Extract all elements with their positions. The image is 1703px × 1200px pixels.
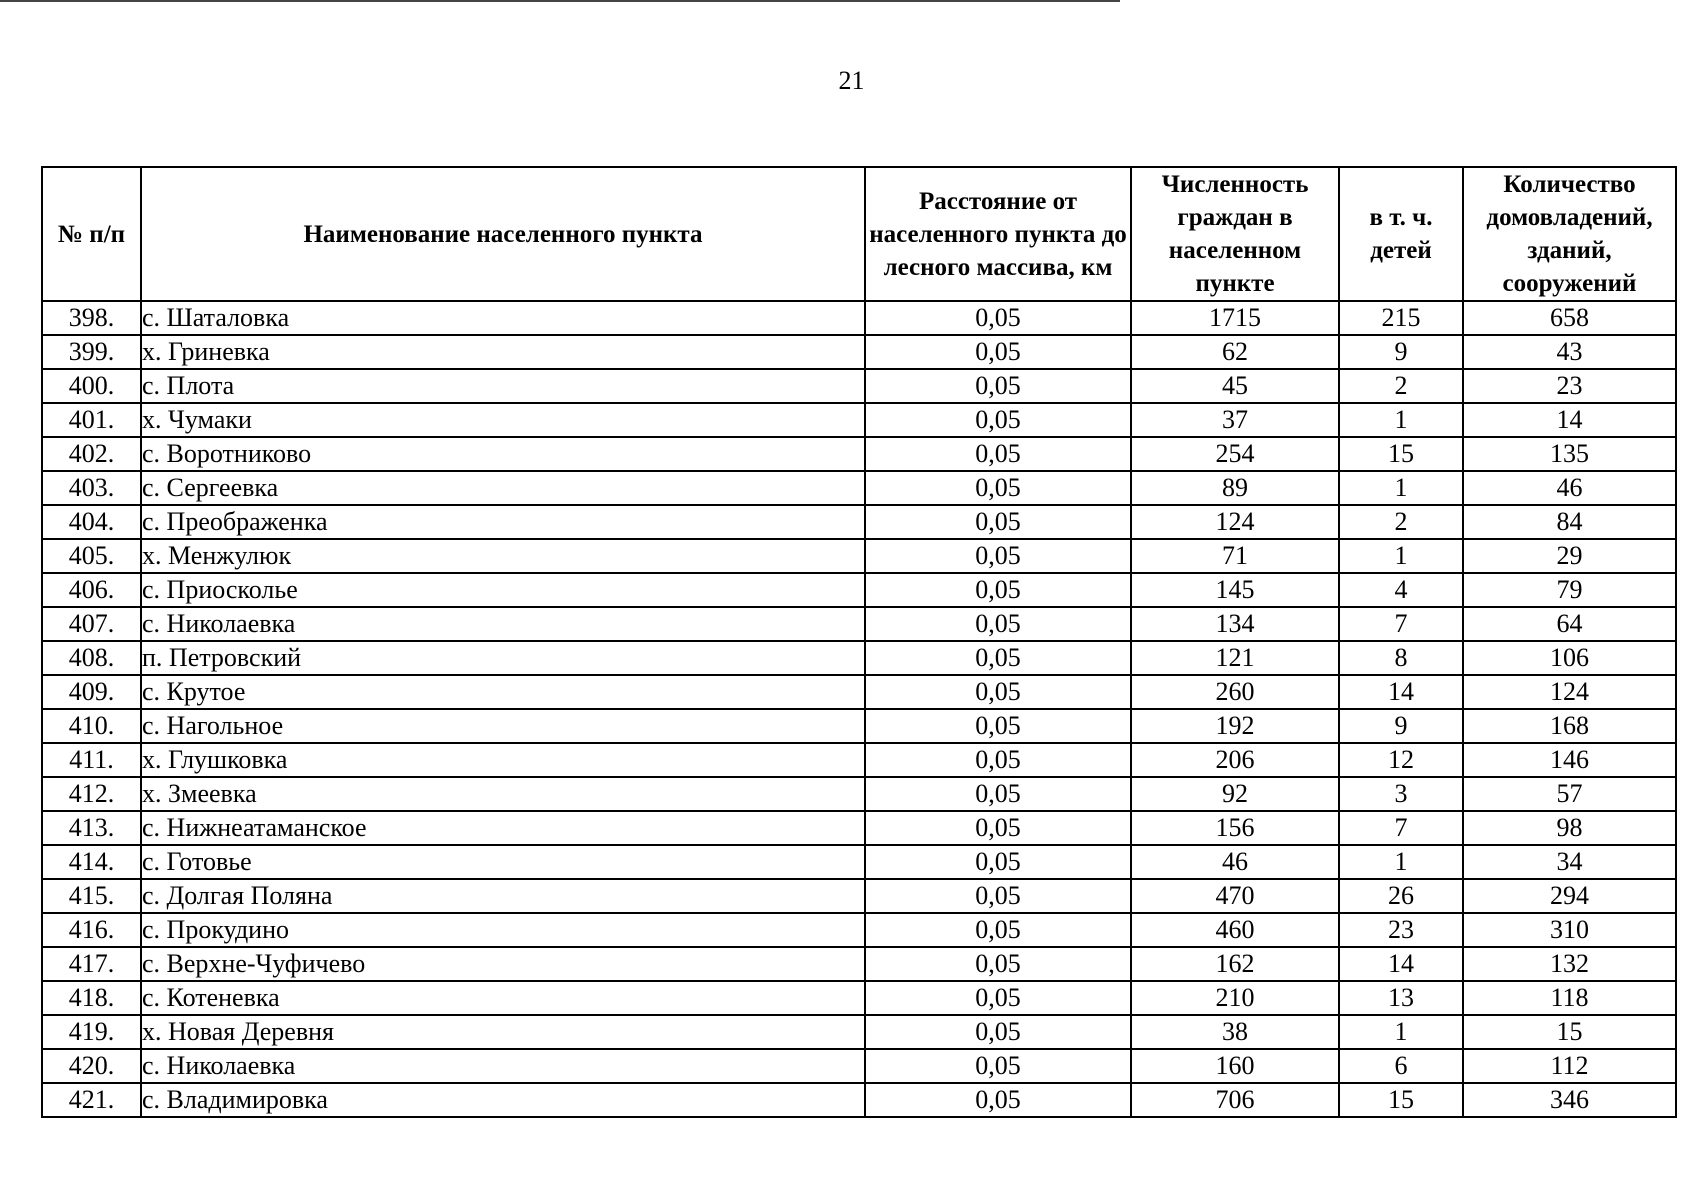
table-row (42, 913, 1676, 947)
cell-buildings: 34 (1463, 845, 1676, 879)
table-row (42, 1015, 1676, 1049)
table-row (42, 845, 1676, 879)
table-row (42, 981, 1676, 1015)
cell-population: 470 (1131, 879, 1339, 913)
cell-name: с. Владимировка (141, 1083, 865, 1117)
top-border-line (0, 0, 1120, 2)
cell-distance: 0,05 (865, 437, 1131, 471)
cell-distance: 0,05 (865, 1083, 1131, 1117)
cell-population: 37 (1131, 403, 1339, 437)
cell-name: х. Змеевка (141, 777, 865, 811)
cell-name: с. Крутое (141, 675, 865, 709)
cell-population: 162 (1131, 947, 1339, 981)
cell-num: 415. (42, 879, 141, 913)
header-name-label: Наименование населенного пункта (303, 220, 703, 248)
cell-num: 405. (42, 539, 141, 573)
cell-population: 210 (1131, 981, 1339, 1015)
cell-buildings: 146 (1463, 743, 1676, 777)
cell-name: с. Нижнеатаманское (141, 811, 865, 845)
header-num (42, 167, 141, 301)
cell-children: 4 (1339, 573, 1463, 607)
cell-children: 1 (1339, 845, 1463, 879)
cell-name: с. Воротниково (141, 437, 865, 471)
cell-population: 62 (1131, 335, 1339, 369)
cell-num: 417. (42, 947, 141, 981)
table-row (42, 1049, 1676, 1083)
cell-children: 14 (1339, 947, 1463, 981)
cell-population: 156 (1131, 811, 1339, 845)
cell-distance: 0,05 (865, 675, 1131, 709)
cell-num: 410. (42, 709, 141, 743)
cell-population: 145 (1131, 573, 1339, 607)
cell-children: 7 (1339, 607, 1463, 641)
table-row (42, 301, 1676, 335)
cell-distance: 0,05 (865, 369, 1131, 403)
cell-buildings: 106 (1463, 641, 1676, 675)
cell-name: х. Глушковка (141, 743, 865, 777)
cell-distance: 0,05 (865, 879, 1131, 913)
cell-children: 215 (1339, 301, 1463, 335)
cell-num: 419. (42, 1015, 141, 1049)
cell-children: 7 (1339, 811, 1463, 845)
cell-name: с. Готовье (141, 845, 865, 879)
cell-num: 416. (42, 913, 141, 947)
cell-children: 3 (1339, 777, 1463, 811)
table-row (42, 675, 1676, 709)
header-population (1131, 167, 1339, 301)
cell-num: 398. (42, 301, 141, 335)
cell-name: с. Долгая Поляна (141, 879, 865, 913)
cell-population: 160 (1131, 1049, 1339, 1083)
header-distance-label: Расстояние от населенного пункта до лесного массива, км (869, 187, 1127, 281)
table-row (42, 437, 1676, 471)
cell-name: п. Петровский (141, 641, 865, 675)
table-row (42, 403, 1676, 437)
cell-children: 6 (1339, 1049, 1463, 1083)
cell-buildings: 310 (1463, 913, 1676, 947)
cell-name: с. Приосколье (141, 573, 865, 607)
cell-distance: 0,05 (865, 641, 1131, 675)
cell-num: 407. (42, 607, 141, 641)
table-row (42, 879, 1676, 913)
cell-children: 14 (1339, 675, 1463, 709)
cell-buildings: 118 (1463, 981, 1676, 1015)
cell-buildings: 132 (1463, 947, 1676, 981)
table-row (42, 777, 1676, 811)
cell-buildings: 46 (1463, 471, 1676, 505)
cell-buildings: 84 (1463, 505, 1676, 539)
cell-distance: 0,05 (865, 709, 1131, 743)
cell-children: 2 (1339, 505, 1463, 539)
cell-buildings: 346 (1463, 1083, 1676, 1117)
cell-buildings: 14 (1463, 403, 1676, 437)
cell-children: 13 (1339, 981, 1463, 1015)
cell-population: 134 (1131, 607, 1339, 641)
cell-distance: 0,05 (865, 607, 1131, 641)
cell-name: х. Гриневка (141, 335, 865, 369)
table-row (42, 1083, 1676, 1117)
cell-num: 408. (42, 641, 141, 675)
cell-buildings: 168 (1463, 709, 1676, 743)
cell-distance: 0,05 (865, 811, 1131, 845)
header-buildings (1463, 167, 1676, 301)
cell-distance: 0,05 (865, 1015, 1131, 1049)
cell-population: 1715 (1131, 301, 1339, 335)
cell-buildings: 29 (1463, 539, 1676, 573)
cell-children: 26 (1339, 879, 1463, 913)
cell-distance: 0,05 (865, 845, 1131, 879)
table-row (42, 947, 1676, 981)
cell-num: 406. (42, 573, 141, 607)
cell-buildings: 15 (1463, 1015, 1676, 1049)
cell-distance: 0,05 (865, 1049, 1131, 1083)
cell-distance: 0,05 (865, 913, 1131, 947)
cell-children: 1 (1339, 539, 1463, 573)
cell-distance: 0,05 (865, 947, 1131, 981)
cell-buildings: 43 (1463, 335, 1676, 369)
cell-population: 92 (1131, 777, 1339, 811)
cell-name: с. Преображенка (141, 505, 865, 539)
table-row (42, 573, 1676, 607)
cell-distance: 0,05 (865, 981, 1131, 1015)
cell-num: 421. (42, 1083, 141, 1117)
cell-children: 23 (1339, 913, 1463, 947)
table-row (42, 743, 1676, 777)
cell-buildings: 57 (1463, 777, 1676, 811)
cell-num: 402. (42, 437, 141, 471)
table-body (42, 301, 1676, 1117)
cell-num: 412. (42, 777, 141, 811)
cell-num: 400. (42, 369, 141, 403)
cell-name: с. Верхне-Чуфичево (141, 947, 865, 981)
table-header-row (42, 167, 1676, 301)
cell-distance: 0,05 (865, 403, 1131, 437)
cell-children: 2 (1339, 369, 1463, 403)
cell-population: 89 (1131, 471, 1339, 505)
cell-children: 1 (1339, 1015, 1463, 1049)
cell-population: 121 (1131, 641, 1339, 675)
table-row (42, 641, 1676, 675)
cell-children: 15 (1339, 1083, 1463, 1117)
settlements-table (41, 166, 1677, 1118)
cell-num: 399. (42, 335, 141, 369)
header-name (141, 167, 865, 301)
cell-num: 403. (42, 471, 141, 505)
cell-buildings: 79 (1463, 573, 1676, 607)
header-distance (865, 167, 1131, 301)
cell-buildings: 23 (1463, 369, 1676, 403)
cell-population: 706 (1131, 1083, 1339, 1117)
cell-children: 12 (1339, 743, 1463, 777)
cell-population: 46 (1131, 845, 1339, 879)
cell-population: 124 (1131, 505, 1339, 539)
cell-num: 401. (42, 403, 141, 437)
cell-buildings: 294 (1463, 879, 1676, 913)
cell-num: 409. (42, 675, 141, 709)
cell-children: 8 (1339, 641, 1463, 675)
cell-children: 1 (1339, 471, 1463, 505)
cell-name: х. Новая Деревня (141, 1015, 865, 1049)
cell-name: с. Николаевка (141, 1049, 865, 1083)
cell-buildings: 98 (1463, 811, 1676, 845)
cell-population: 192 (1131, 709, 1339, 743)
table-row (42, 539, 1676, 573)
cell-population: 260 (1131, 675, 1339, 709)
cell-buildings: 64 (1463, 607, 1676, 641)
cell-children: 15 (1339, 437, 1463, 471)
cell-num: 413. (42, 811, 141, 845)
cell-population: 45 (1131, 369, 1339, 403)
cell-population: 71 (1131, 539, 1339, 573)
header-children (1339, 167, 1463, 301)
cell-distance: 0,05 (865, 335, 1131, 369)
cell-buildings: 658 (1463, 301, 1676, 335)
cell-name: с. Николаевка (141, 607, 865, 641)
cell-name: х. Чумаки (141, 403, 865, 437)
cell-num: 418. (42, 981, 141, 1015)
table-row (42, 471, 1676, 505)
cell-distance: 0,05 (865, 743, 1131, 777)
cell-children: 9 (1339, 335, 1463, 369)
cell-buildings: 124 (1463, 675, 1676, 709)
cell-distance: 0,05 (865, 505, 1131, 539)
cell-distance: 0,05 (865, 777, 1131, 811)
cell-distance: 0,05 (865, 301, 1131, 335)
cell-children: 9 (1339, 709, 1463, 743)
cell-name: с. Котеневка (141, 981, 865, 1015)
table-row (42, 335, 1676, 369)
cell-distance: 0,05 (865, 573, 1131, 607)
header-population-label: Численность граждан в населенном пункте (1161, 171, 1309, 297)
cell-name: х. Менжулюк (141, 539, 865, 573)
cell-population: 460 (1131, 913, 1339, 947)
cell-distance: 0,05 (865, 539, 1131, 573)
cell-name: с. Плота (141, 369, 865, 403)
cell-population: 254 (1131, 437, 1339, 471)
header-buildings-label: Количество домовладений, зданий, сооружений (1486, 171, 1653, 297)
header-children-label: в т. ч. детей (1369, 204, 1433, 264)
cell-population: 38 (1131, 1015, 1339, 1049)
cell-children: 1 (1339, 403, 1463, 437)
table-row (42, 607, 1676, 641)
cell-num: 404. (42, 505, 141, 539)
cell-population: 206 (1131, 743, 1339, 777)
cell-num: 420. (42, 1049, 141, 1083)
table-row (42, 709, 1676, 743)
table-row (42, 369, 1676, 403)
table-row (42, 811, 1676, 845)
cell-name: с. Шаталовка (141, 301, 865, 335)
cell-name: с. Сергеевка (141, 471, 865, 505)
cell-num: 414. (42, 845, 141, 879)
header-num-label: № п/п (57, 220, 126, 248)
cell-num: 411. (42, 743, 141, 777)
table-row (42, 505, 1676, 539)
cell-buildings: 112 (1463, 1049, 1676, 1083)
cell-buildings: 135 (1463, 437, 1676, 471)
cell-name: с. Нагольное (141, 709, 865, 743)
cell-name: с. Прокудино (141, 913, 865, 947)
cell-distance: 0,05 (865, 471, 1131, 505)
page-number: 21 (838, 66, 865, 95)
